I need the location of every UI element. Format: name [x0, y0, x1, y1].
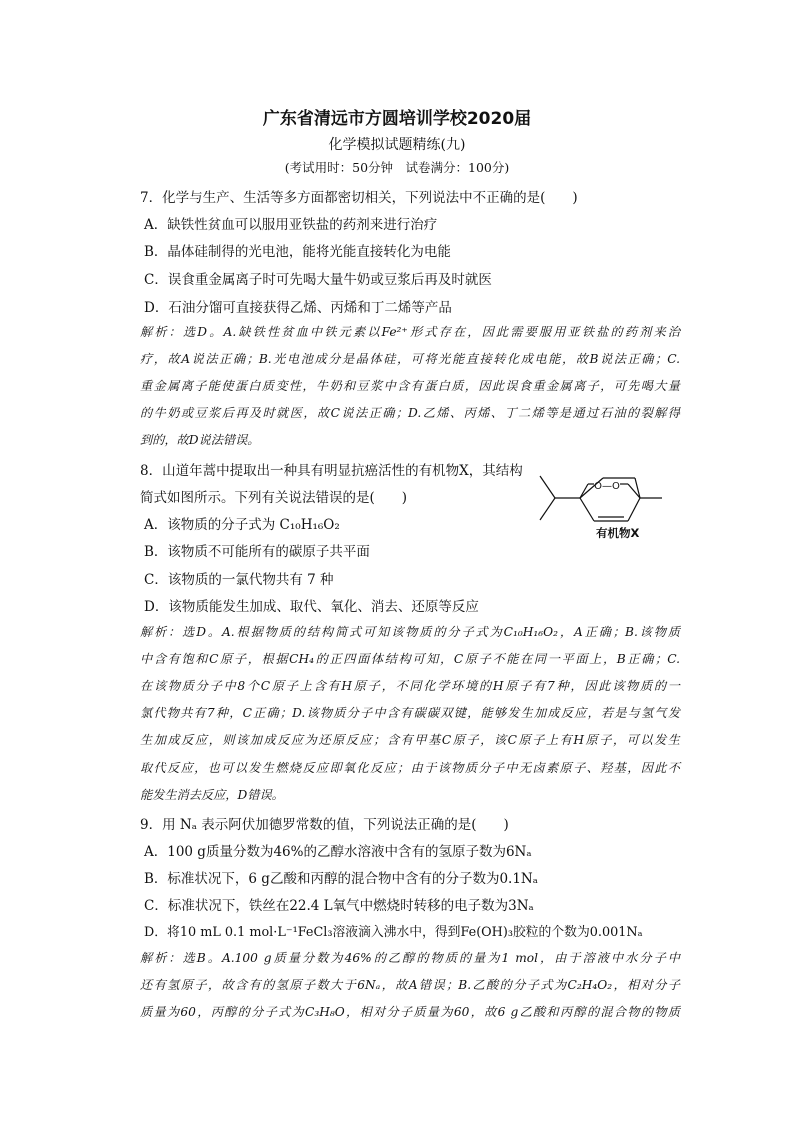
question-8-stem-line1: 8．山道年蒿中提取出一种具有明显抗癌活性的有机物X，其结构	[140, 463, 523, 479]
question-8-solution-line: 解析：选D。A.根据物质的结构简式可知该物质的分子式为C₁₀H₁₆O₂，A正确；B.该物质	[140, 625, 680, 639]
question-8-solution-line: 生加成反应，则该加成反应为还原反应；含有甲基C原子，该C原子上有H原子，可以发生	[140, 733, 680, 747]
question-8-solution-line: 中含有饱和C原子，根据CH₄的正四面体结构可知，C原子不能在同一平面上，B正确；C.	[140, 652, 680, 666]
question-8-stem-line2: 简式如图所示。下列有关说法错误的是( )	[140, 490, 408, 506]
question-8-solution-line: 氯代物共有7种，C正确；D.该物质分子中含有碳碳双键，能够发生加成反应，若是与氢气发	[140, 706, 680, 720]
question-7-solution-line: 的牛奶或豆浆后再及时就医，故C说法正确；D.乙烯、丙烯、丁二烯等是通过石油的裂解得	[140, 406, 680, 420]
figure-caption: 有机物X	[596, 526, 640, 540]
exam-info: (考试用时：50分钟 试卷满分：100分)	[284, 160, 510, 175]
question-7-solution-line: 重金属离子能使蛋白质变性，牛奶和豆浆中含有蛋白质，因此误食重金属离子，可先喝大量	[140, 379, 680, 393]
question-9-stem: 9．用 Nₐ 表示阿伏加德罗常数的值，下列说法正确的是( )	[140, 817, 509, 833]
question-9-option-b: B．标准状况下，6 g乙酸和丙醇的混合物中含有的分子数为0.1Nₐ	[144, 871, 538, 887]
peroxide-bridge-label: O—O	[594, 481, 620, 492]
question-9-option-c: C．标准状况下，铁丝在22.4 L氧气中燃烧时转移的电子数为3Nₐ	[144, 898, 534, 914]
question-7-option-c: C．误食重金属离子时可先喝大量牛奶或豆浆后再及时就医	[144, 272, 492, 288]
question-9-solution-line: 还有氢原子，故含有的氢原子数大于6Nₐ，故A错误；B.乙酸的分子式为C₂H₄O₂，相对分子	[140, 978, 680, 992]
question-8-option-b: B．该物质不可能所有的碳原子共平面	[144, 544, 370, 560]
question-7-solution-line: 疗，故A说法正确；B.光电池成分是晶体硅，可将光能直接转化成电能，故B说法正确；C.	[140, 352, 680, 366]
question-8-solution-line: 在该物质分子中8个C原子上含有H原子，不同化学环境的H原子有7种，因此该物质的一	[140, 679, 680, 693]
document-subtitle: 化学模拟试题精练(九)	[328, 137, 466, 153]
question-8-option-d: D．该物质能发生加成、取代、氧化、消去、还原等反应	[144, 599, 479, 615]
question-9-solution-line: 解析：选B。A.100 g质量分数为46%的乙醇的物质的量为1 mol，由于溶液中水分子中	[140, 951, 680, 965]
question-7-solution-line: 解析：选D。A.缺铁性贫血中铁元素以Fe²⁺形式存在，因此需要服用亚铁盐的药剂来治	[140, 325, 680, 339]
question-9-option-d: D．将10 mL 0.1 mol·L⁻¹FeCl₃溶液滴入沸水中，得到Fe(OH)₃胶粒的个数为0.001Nₐ	[144, 925, 643, 940]
question-7-option-d: D．石油分馏可直接获得乙烯、丙烯和丁二烯等产品	[144, 300, 452, 316]
question-9-solution-line: 质量为60，丙醇的分子式为C₃H₈O，相对分子质量为60，故6 g乙酸和丙醇的混合物的物质	[140, 1005, 680, 1019]
question-8-solution-line: 取代反应，也可以发生燃烧反应即氧化反应；由于该物质分子中无卤素原子、羟基，因此不	[140, 761, 680, 775]
question-8-option-c: C．该物质的一氯代物共有 7 种	[144, 572, 334, 588]
question-8-option-a: A．该物质的分子式为 C₁₀H₁₆O₂	[144, 517, 340, 533]
question-7-stem: 7．化学与生产、生活等多方面都密切相关，下列说法中不正确的是( )	[140, 190, 578, 206]
question-8-solution-line: 能发生消去反应，D错误。	[140, 788, 284, 802]
question-7-option-a: A．缺铁性贫血可以服用亚铁盐的药剂来进行治疗	[144, 217, 438, 233]
question-7-solution-line: 到的，故D说法错误。	[140, 433, 260, 447]
question-9-option-a: A．100 g质量分数为46%的乙醇水溶液中含有的氢原子数为6Nₐ	[144, 844, 532, 860]
question-7-option-b: B．晶体硅制得的光电池，能将光能直接转化为电能	[144, 244, 451, 260]
document-title: 广东省清远市方圆培训学校2020届	[262, 109, 532, 129]
